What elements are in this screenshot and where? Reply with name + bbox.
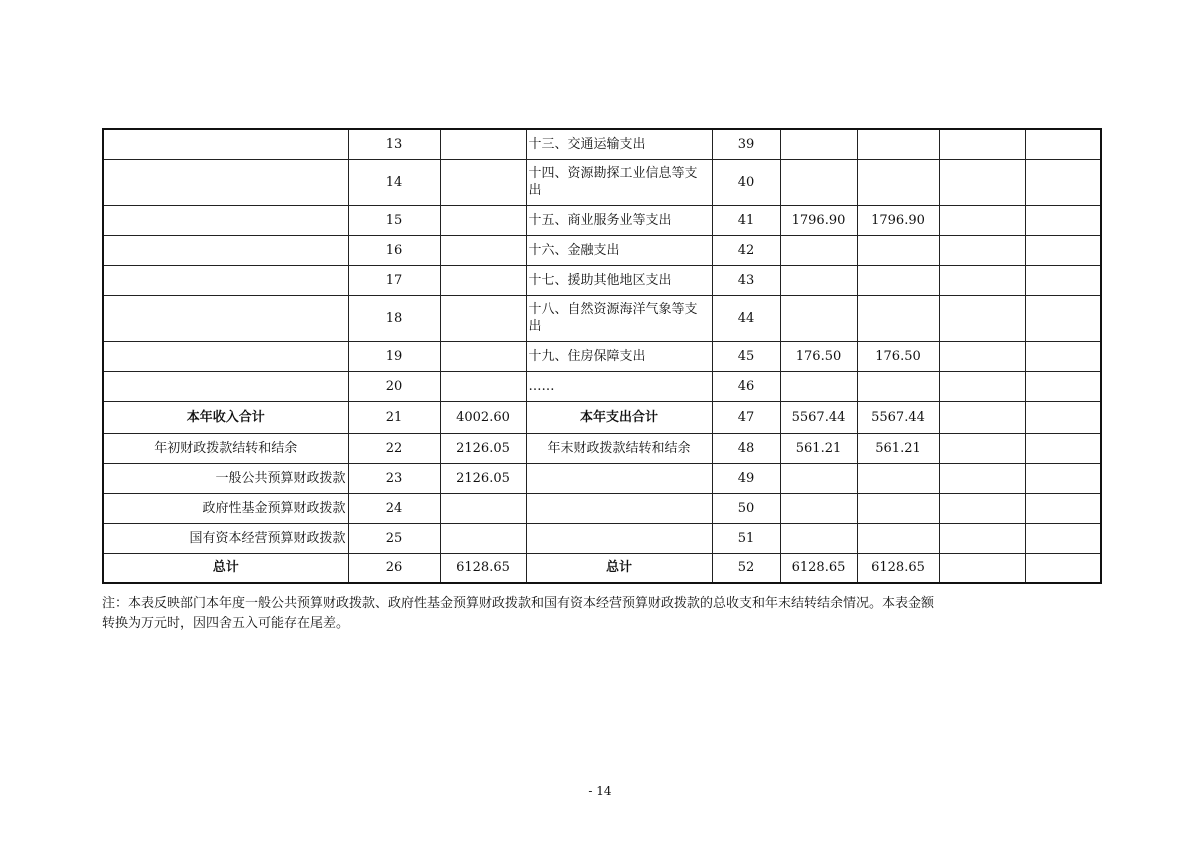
expense-general-budget-cell [857,159,939,205]
table-row [103,235,1101,265]
table-row [103,341,1101,371]
income-item-cell: 本年收入合计 [103,401,348,433]
expense-state-capital-cell [1025,463,1101,493]
table-row [103,371,1101,401]
income-item-cell: 国有资本经营预算财政拨款 [103,523,348,553]
income-amount-cell [440,205,526,235]
expense-row-number-cell: 39 [712,129,780,159]
table-row [103,401,1101,433]
income-item-cell: 政府性基金预算财政拨款 [103,493,348,523]
expense-general-budget-cell [857,523,939,553]
income-row-number-cell: 17 [348,265,440,295]
expense-item-cell: 本年支出合计 [526,401,712,433]
expense-state-capital-cell [1025,401,1101,433]
footnote-line-2: 转换为万元时，因四舍五入可能存在尾差。 [102,616,350,631]
expense-item-cell: 十五、商业服务业等支出 [526,205,712,235]
expense-general-budget-cell: 176.50 [857,341,939,371]
expense-total-cell [780,159,857,205]
expense-gov-fund-cell [939,159,1025,205]
table-row [103,433,1101,463]
expense-item-cell: 十八、自然资源海洋气象等支出 [526,295,712,341]
expense-row-number-cell: 49 [712,463,780,493]
expense-state-capital-cell [1025,371,1101,401]
income-item-cell [103,371,348,401]
table-row [103,553,1101,583]
expense-general-budget-cell: 6128.65 [857,553,939,583]
expense-row-number-cell: 41 [712,205,780,235]
expense-general-budget-cell [857,235,939,265]
expense-total-cell: 176.50 [780,341,857,371]
table-row [103,295,1101,341]
expense-total-cell: 6128.65 [780,553,857,583]
expense-item-cell: 年末财政拨款结转和结余 [526,433,712,463]
expense-state-capital-cell [1025,235,1101,265]
income-item-cell [103,205,348,235]
expense-state-capital-cell [1025,265,1101,295]
income-amount-cell: 2126.05 [440,433,526,463]
expense-state-capital-cell [1025,295,1101,341]
expense-total-cell: 5567.44 [780,401,857,433]
expense-gov-fund-cell [939,433,1025,463]
expense-state-capital-cell [1025,159,1101,205]
page-number: - 14 [588,784,612,798]
table-row [103,265,1101,295]
income-row-number-cell: 13 [348,129,440,159]
expense-gov-fund-cell [939,235,1025,265]
expense-state-capital-cell [1025,129,1101,159]
table-row [103,129,1101,159]
expense-item-cell: 十六、金融支出 [526,235,712,265]
expense-row-number-cell: 45 [712,341,780,371]
table-row [103,463,1101,493]
income-amount-cell [440,371,526,401]
expense-item-cell: …… [526,371,712,401]
income-item-cell: 总计 [103,553,348,583]
income-row-number-cell: 18 [348,295,440,341]
expense-item-cell [526,463,712,493]
expense-row-number-cell: 51 [712,523,780,553]
expense-general-budget-cell [857,463,939,493]
expense-gov-fund-cell [939,129,1025,159]
expense-state-capital-cell [1025,523,1101,553]
expense-item-cell [526,493,712,523]
expense-general-budget-cell [857,265,939,295]
income-row-number-cell: 19 [348,341,440,371]
table-row [103,493,1101,523]
fiscal-revenue-expenditure-table [102,128,1102,584]
income-amount-cell [440,159,526,205]
income-row-number-cell: 21 [348,401,440,433]
income-item-cell: 一般公共预算财政拨款 [103,463,348,493]
income-item-cell: 年初财政拨款结转和结余 [103,433,348,463]
expense-item-cell: 十七、援助其他地区支出 [526,265,712,295]
expense-item-cell [526,523,712,553]
expense-gov-fund-cell [939,463,1025,493]
expense-row-number-cell: 43 [712,265,780,295]
expense-general-budget-cell [857,371,939,401]
expense-gov-fund-cell [939,265,1025,295]
income-item-cell [103,129,348,159]
expense-gov-fund-cell [939,401,1025,433]
table-row [103,205,1101,235]
expense-state-capital-cell [1025,493,1101,523]
income-amount-cell: 6128.65 [440,553,526,583]
income-item-cell [103,235,348,265]
table-row [103,159,1101,205]
expense-gov-fund-cell [939,523,1025,553]
expense-total-cell [780,493,857,523]
income-amount-cell [440,523,526,553]
expense-gov-fund-cell [939,341,1025,371]
expense-gov-fund-cell [939,371,1025,401]
expense-general-budget-cell: 1796.90 [857,205,939,235]
table-row [103,523,1101,553]
income-item-cell [103,159,348,205]
expense-gov-fund-cell [939,553,1025,583]
table-footnote [102,594,1032,634]
expense-item-cell: 十三、交通运输支出 [526,129,712,159]
expense-state-capital-cell [1025,341,1101,371]
expense-general-budget-cell [857,129,939,159]
income-amount-cell [440,493,526,523]
expense-item-cell: 总计 [526,553,712,583]
expense-general-budget-cell [857,295,939,341]
expense-gov-fund-cell [939,493,1025,523]
expense-general-budget-cell [857,493,939,523]
income-row-number-cell: 25 [348,523,440,553]
income-item-cell [103,265,348,295]
income-row-number-cell: 15 [348,205,440,235]
expense-gov-fund-cell [939,205,1025,235]
income-row-number-cell: 14 [348,159,440,205]
expense-row-number-cell: 40 [712,159,780,205]
expense-general-budget-cell: 561.21 [857,433,939,463]
expense-row-number-cell: 48 [712,433,780,463]
expense-row-number-cell: 52 [712,553,780,583]
expense-row-number-cell: 42 [712,235,780,265]
expense-total-cell [780,463,857,493]
income-row-number-cell: 24 [348,493,440,523]
income-item-cell [103,341,348,371]
footnote-line-1: 注：本表反映部门本年度一般公共预算财政拨款、政府性基金预算财政拨款和国有资本经营预算财政拨款的总收支和年末结转结余情况。本表金额 [102,596,935,611]
income-row-number-cell: 26 [348,553,440,583]
expense-total-cell [780,371,857,401]
income-row-number-cell: 20 [348,371,440,401]
income-amount-cell [440,235,526,265]
expense-total-cell: 561.21 [780,433,857,463]
expense-state-capital-cell [1025,433,1101,463]
income-amount-cell [440,341,526,371]
expense-total-cell [780,295,857,341]
expense-total-cell [780,265,857,295]
income-row-number-cell: 16 [348,235,440,265]
expense-state-capital-cell [1025,553,1101,583]
income-row-number-cell: 22 [348,433,440,463]
expense-total-cell [780,235,857,265]
expense-row-number-cell: 46 [712,371,780,401]
income-item-cell [103,295,348,341]
income-amount-cell [440,129,526,159]
expense-general-budget-cell: 5567.44 [857,401,939,433]
expense-row-number-cell: 44 [712,295,780,341]
expense-state-capital-cell [1025,205,1101,235]
income-row-number-cell: 23 [348,463,440,493]
expense-row-number-cell: 50 [712,493,780,523]
expense-total-cell [780,129,857,159]
expense-item-cell: 十四、资源勘探工业信息等支出 [526,159,712,205]
income-amount-cell: 4002.60 [440,401,526,433]
income-amount-cell [440,295,526,341]
expense-total-cell [780,523,857,553]
expense-total-cell: 1796.90 [780,205,857,235]
expense-item-cell: 十九、住房保障支出 [526,341,712,371]
income-amount-cell [440,265,526,295]
expense-row-number-cell: 47 [712,401,780,433]
income-amount-cell: 2126.05 [440,463,526,493]
expense-gov-fund-cell [939,295,1025,341]
